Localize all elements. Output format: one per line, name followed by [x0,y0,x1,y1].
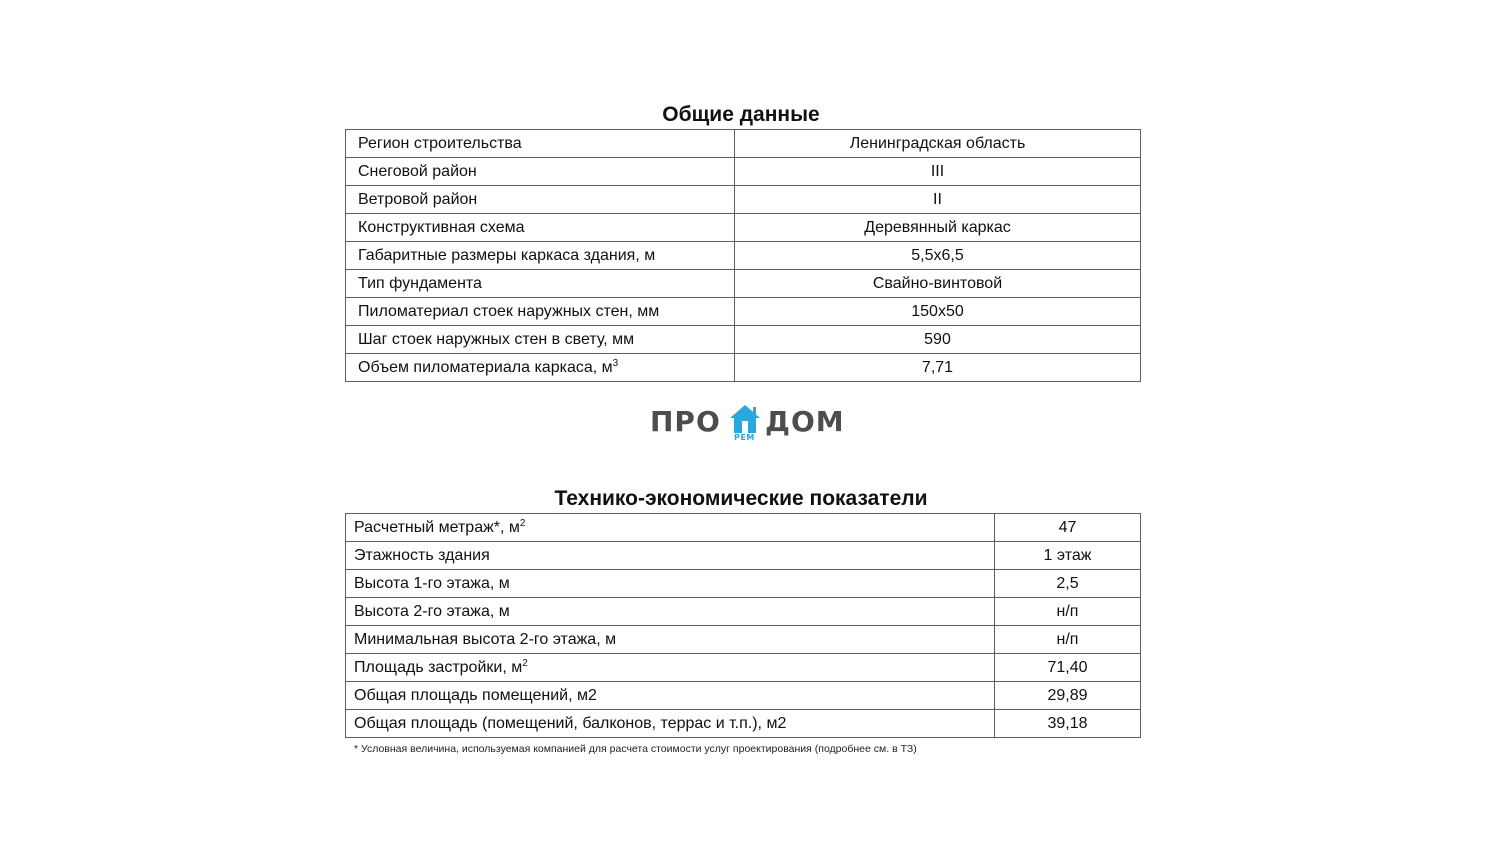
row-label-text: Конструктивная схема [358,219,525,236]
row-label [346,186,735,214]
table-row [346,158,1141,186]
row-value: 2,5 [995,570,1141,598]
tep-table [345,513,1141,738]
row-value: Ленинградская область [735,130,1141,158]
row-value: Свайно-винтовой [735,270,1141,298]
row-label-text: Объем пиломатериала каркаса, м [358,359,613,376]
row-label-text: Минимальная высота 2-го этажа, м [354,631,617,648]
row-value: 47 [995,514,1141,542]
row-value: II [735,186,1141,214]
row-label-text: Высота 1-го этажа, м [354,575,510,592]
row-value: 39,18 [995,710,1141,738]
row-label [346,626,995,654]
tep-title: Технико-экономические показатели [554,487,928,510]
row-label [346,270,735,298]
row-value: Деревянный каркас [735,214,1141,242]
row-label-text: Снеговой район [358,163,477,180]
row-label-text: Общая площадь (помещений, балконов, террас и т.п.), м2 [354,715,787,732]
table-row [346,710,1141,738]
row-value: III [735,158,1141,186]
house-icon [729,404,761,434]
table-row [346,626,1141,654]
superscript: 2 [522,658,528,669]
superscript: 2 [519,518,526,529]
table-row [346,242,1141,270]
row-label [346,242,735,270]
row-label [346,598,995,626]
superscript: 3 [612,358,619,369]
row-label [346,214,735,242]
row-label-text: Высота 2-го этажа, м [354,603,510,620]
row-label-text: Регион строительства [358,135,522,152]
row-label [346,326,735,354]
row-label-text: Этажность здания [354,547,490,564]
row-value: 71,40 [995,654,1141,682]
row-value: 1 этаж [995,542,1141,570]
row-label [346,514,995,542]
table-row [346,542,1141,570]
table-row [346,186,1141,214]
row-value: н/п [995,626,1141,654]
row-label [346,710,995,738]
general-data-table [345,129,1141,382]
row-label [346,354,735,382]
row-label-text: Ветровой район [358,191,478,208]
row-label-text: Общая площадь помещений, м2 [354,687,597,704]
company-logo [650,402,850,446]
row-label-text: Тип фундамента [358,275,482,292]
row-value: н/п [995,598,1141,626]
row-label [346,158,735,186]
row-value: 29,89 [995,682,1141,710]
row-value: 590 [735,326,1141,354]
row-label-text: Расчетный метраж*, м [354,519,520,536]
row-label [346,542,995,570]
row-label [346,654,995,682]
row-label-text: Габаритные размеры каркаса здания, м [358,247,656,264]
table-row [346,570,1141,598]
row-value: 150х50 [735,298,1141,326]
table-row [346,514,1141,542]
table-row [346,354,1141,382]
row-label-text: Пиломатериал стоек наружных стен, мм [358,303,660,320]
table-row [346,654,1141,682]
table-row [346,270,1141,298]
row-label [346,298,735,326]
table-row [346,298,1141,326]
row-value: 5,5х6,5 [735,242,1141,270]
logo-text-right: ДОМ [765,405,845,438]
table-row [346,130,1141,158]
general-data-title: Общие данные [662,103,820,126]
row-label-text: Шаг стоек наружных стен в свету, мм [358,331,635,348]
table-row [346,598,1141,626]
row-label [346,570,995,598]
row-label-text: Площадь застройки, м [354,659,523,676]
table-row [346,682,1141,710]
row-label [346,130,735,158]
logo-subtext: РЕМ [734,433,755,442]
table-row [346,214,1141,242]
logo-text-left: ПРО [650,405,721,438]
footnote: * Условная величина, используемая компанией для расчета стоимости услуг проектирования (подробнее см. в ТЗ) [354,743,917,755]
row-value: 7,71 [735,354,1141,382]
table-row [346,326,1141,354]
row-label [346,682,995,710]
